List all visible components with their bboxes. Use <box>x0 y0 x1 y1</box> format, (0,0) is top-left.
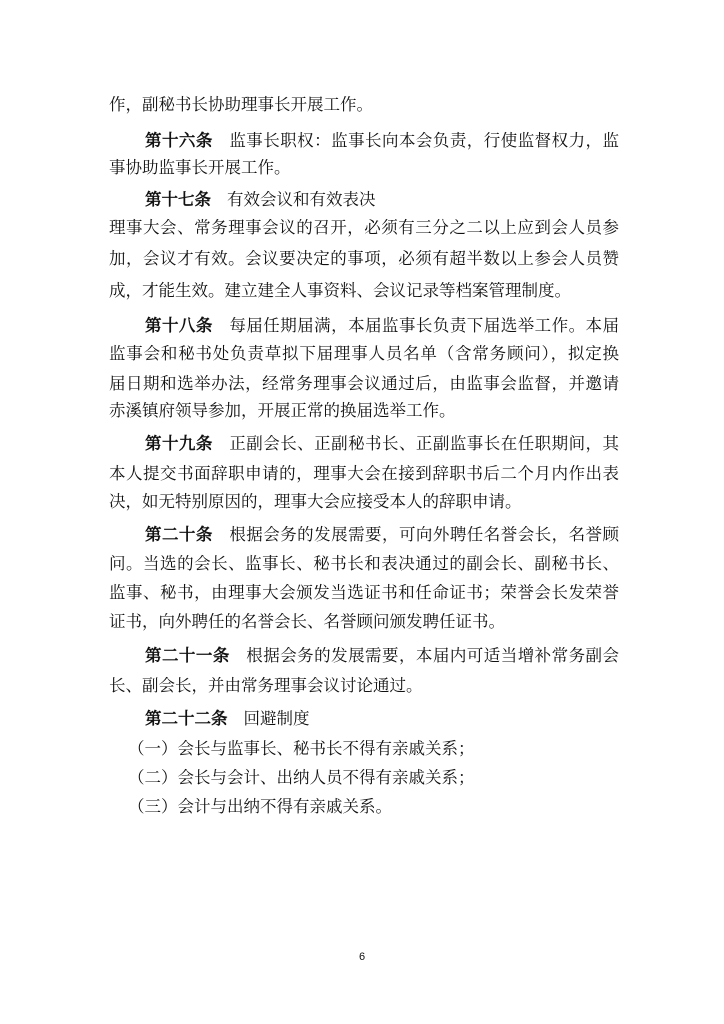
line-text: 证书，向外聘任的名誉会长、名誉顾问颁发聘任证书。 <box>109 612 505 631</box>
text-line <box>109 280 619 302</box>
line-text: 回避制度 <box>243 709 310 728</box>
line-text: 监事、秘书，由理事大会颁发当选证书和任命证书；荣誉会长发荣誉 <box>109 583 619 602</box>
list-item <box>128 738 619 760</box>
text-line <box>109 491 619 513</box>
text-line <box>109 553 619 575</box>
line-text: 加，会议才有效。会议要决定的事项，必须有超半数以上参会人员赞 <box>109 249 619 268</box>
article-heading: 第二十条 <box>145 525 213 544</box>
line-text: 问。当选的会长、监事长、秘书长和表决通过的副会长、副秘书长、 <box>109 554 619 573</box>
text-line <box>109 611 619 633</box>
article-17-line <box>145 189 619 211</box>
article-16-line <box>145 130 619 152</box>
text-line <box>109 248 619 270</box>
text-line <box>109 675 619 697</box>
line-text: 根据会务的发展需要，本届内可适当增补常务副会 <box>245 646 619 665</box>
line-text: 作，副秘书长协助理事长开展工作。 <box>109 95 373 114</box>
text-line <box>109 157 619 179</box>
text-line <box>109 582 619 604</box>
line-text: 赤溪镇府领导参加，开展正常的换届选举工作。 <box>109 401 456 420</box>
article-heading: 第十七条 <box>145 190 211 209</box>
text-line <box>109 463 619 485</box>
line-text: 监事会和秘书处负责草拟下届理事人员名单（含常务顾问），拟定换 <box>109 344 619 363</box>
article-heading: 第二十一条 <box>145 646 230 665</box>
text-line <box>109 343 619 365</box>
line-text: 届日期和选举办法，经常务理事会议通过后，由监事会监督，并邀请 <box>109 374 619 393</box>
page-number: 6 <box>358 951 366 963</box>
article-20-line <box>145 524 619 546</box>
line-text: 事协助监事长开展工作。 <box>109 158 291 177</box>
line-text: 根据会务的发展需要，可向外聘任名誉会长，名誉顾 <box>228 525 619 544</box>
article-19-line <box>145 433 619 455</box>
line-text: 长、副会长，并由常务理事会议讨论通过。 <box>109 676 423 695</box>
line-text: 有效会议和有效表决 <box>227 190 376 209</box>
list-item <box>128 796 619 818</box>
line-text: 决，如无特别原因的，理事大会应接受本人的辞职申请。 <box>109 492 522 511</box>
line-text: （二）会长与会计、出纳人员不得有亲戚关系； <box>128 768 475 787</box>
line-text: （三）会计与出纳不得有亲戚关系。 <box>128 797 392 816</box>
article-22-line <box>145 708 619 730</box>
article-21-line <box>145 645 619 667</box>
text-line <box>109 217 619 239</box>
article-18-line <box>145 315 619 337</box>
article-heading: 第十八条 <box>145 316 213 335</box>
article-heading: 第十六条 <box>145 131 213 150</box>
line-text: 本人提交书面辞职申请的，理事大会在接到辞职书后二个月内作出表 <box>109 464 619 483</box>
line-text: 成，才能生效。建立建全人事资料、会议记录等档案管理制度。 <box>109 281 571 300</box>
line-text: 每届任期届满，本届监事长负责下届选举工作。本届 <box>228 316 619 335</box>
article-heading: 第二十二条 <box>145 709 228 728</box>
list-item <box>128 767 619 789</box>
text-line <box>109 400 619 422</box>
line-text: 正副会长、正副秘书长、正副监事长在任职期间，其 <box>228 434 619 453</box>
line-text: 理事大会、常务理事会议的召开，必须有三分之二以上应到会人员参 <box>109 218 619 237</box>
article-heading: 第十九条 <box>145 434 213 453</box>
line-text: 监事长职权：监事长向本会负责，行使监督权力，监 <box>228 131 619 150</box>
line-text: （一）会长与监事长、秘书长不得有亲戚关系； <box>128 739 475 758</box>
text-line <box>109 373 619 395</box>
text-line <box>109 94 619 116</box>
